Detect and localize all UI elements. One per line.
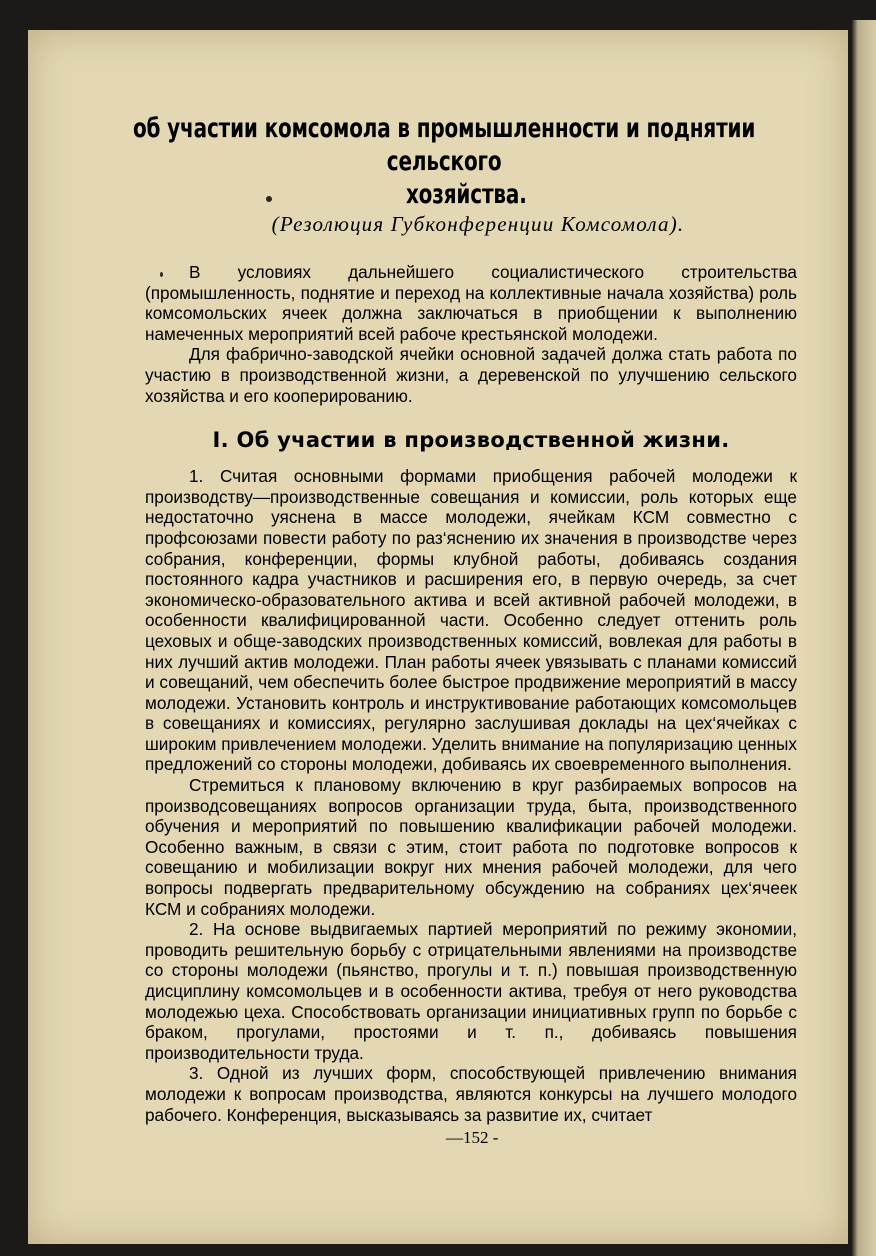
adjacent-page-edge [852, 20, 876, 1256]
section-paragraph-2: Стремиться к плановому включению в круг разбираемых вопросов на производсовещаниях вопросов организации труда, быта, производственного обучения и мероприятий по повышению квалификации рабочей молодежи. Особенно важным, в связи с этим, стоит работа по подготовке вопросов к совещанию и мобилизации вокруг них мнения рабочей молодежи, для чего вопросы подвергать предварительному обсуждению на собраниях цех‘ячеек КСМ и собраниях молодежи. [145, 775, 797, 919]
ink-speck [160, 272, 163, 277]
section-heading: I. Об участии в производственной жизни. [212, 428, 730, 453]
section-paragraph-3: 2. На основе выдвигаемых партией мероприятий по режиму экономии, проводить решительную борьбу с отрицательными явлениями на производстве со стороны молодежи (пьянство, прогулы и т. п.) повышая производственную дисциплину комсомольцев и в особенности актива, требуя от него руководства молодежью цеха. Способствовать организации инициативных групп по борьбе с браком, прогулами, простоями и т. п., добиваясь повышения производительности труда. [145, 919, 797, 1063]
ink-speck [266, 196, 272, 202]
section-paragraph-4: 3. Одной из лучших форм, способствующей привлечению внимания молодежи к вопросам производства, являются конкурсы на лучшего молодого рабочего. Конференция, высказываясь за развитие их, считает [145, 1063, 797, 1125]
section-paragraph-1: 1. Считая основными формами приобщения рабочей молодежи к производству—производственные совещания и комиссии, роль которых еще недостаточно уяснена в массе молодежи, ячейкам КСМ совместно с профсоюзами повести работу по раз‘яснению их значения в производстве через собрания, конференции, формы клубной работы, добиваясь создания постоянного кадра участников и расширения его, в первую очередь, за счет экономическо-образовательного актива и всей активной рабочей молодежи, в особенности квалифицированной части. Особенно следует оттенить роль цеховых и обще-заводских производственных комиссий, вовлекая для работы в них лучший актив молодежи. План работы ячеек увязывать с планами комиссий и совещаний, чем обеспечить более быстрое продвижение мероприятий в массу молодежи. Установить контроль и инструктивование работающих комсомольцев в совещаниях и комиссиях, регулярно заслушивая доклады на цех‘ячейках с широким привлечением молодежи. Уделить внимание на популяризацию ценных предложений со стороны молодежи, добиваясь их своевременного выполнения. [145, 466, 797, 775]
intro-paragraph-2: Для фабрично-заводской ячейки основной задачей должа стать работа по участию в производственной жизни, а деревенской по улучшению сельского хозяйства и его кооперированию. [145, 344, 797, 406]
document-title [100, 112, 788, 211]
title-line-2: хозяйства. [405, 179, 527, 210]
title-line-1: об участии комсомола в промышленности и поднятии сельского [132, 113, 756, 177]
document-body [145, 262, 797, 1125]
document-subtitle: (Резолюция Губконференции Комсомола). [271, 212, 685, 236]
intro-paragraph-1: В условиях дальнейшего социалистического строительства (промышленность, поднятие и переход на коллективные начала хозяйства) роль комсомольских ячеек должна заключаться в приобщении к выполнению намеченных мероприятий всей рабоче крестьянской молодежи. [145, 262, 797, 344]
page-number: —152 - [446, 1128, 499, 1147]
